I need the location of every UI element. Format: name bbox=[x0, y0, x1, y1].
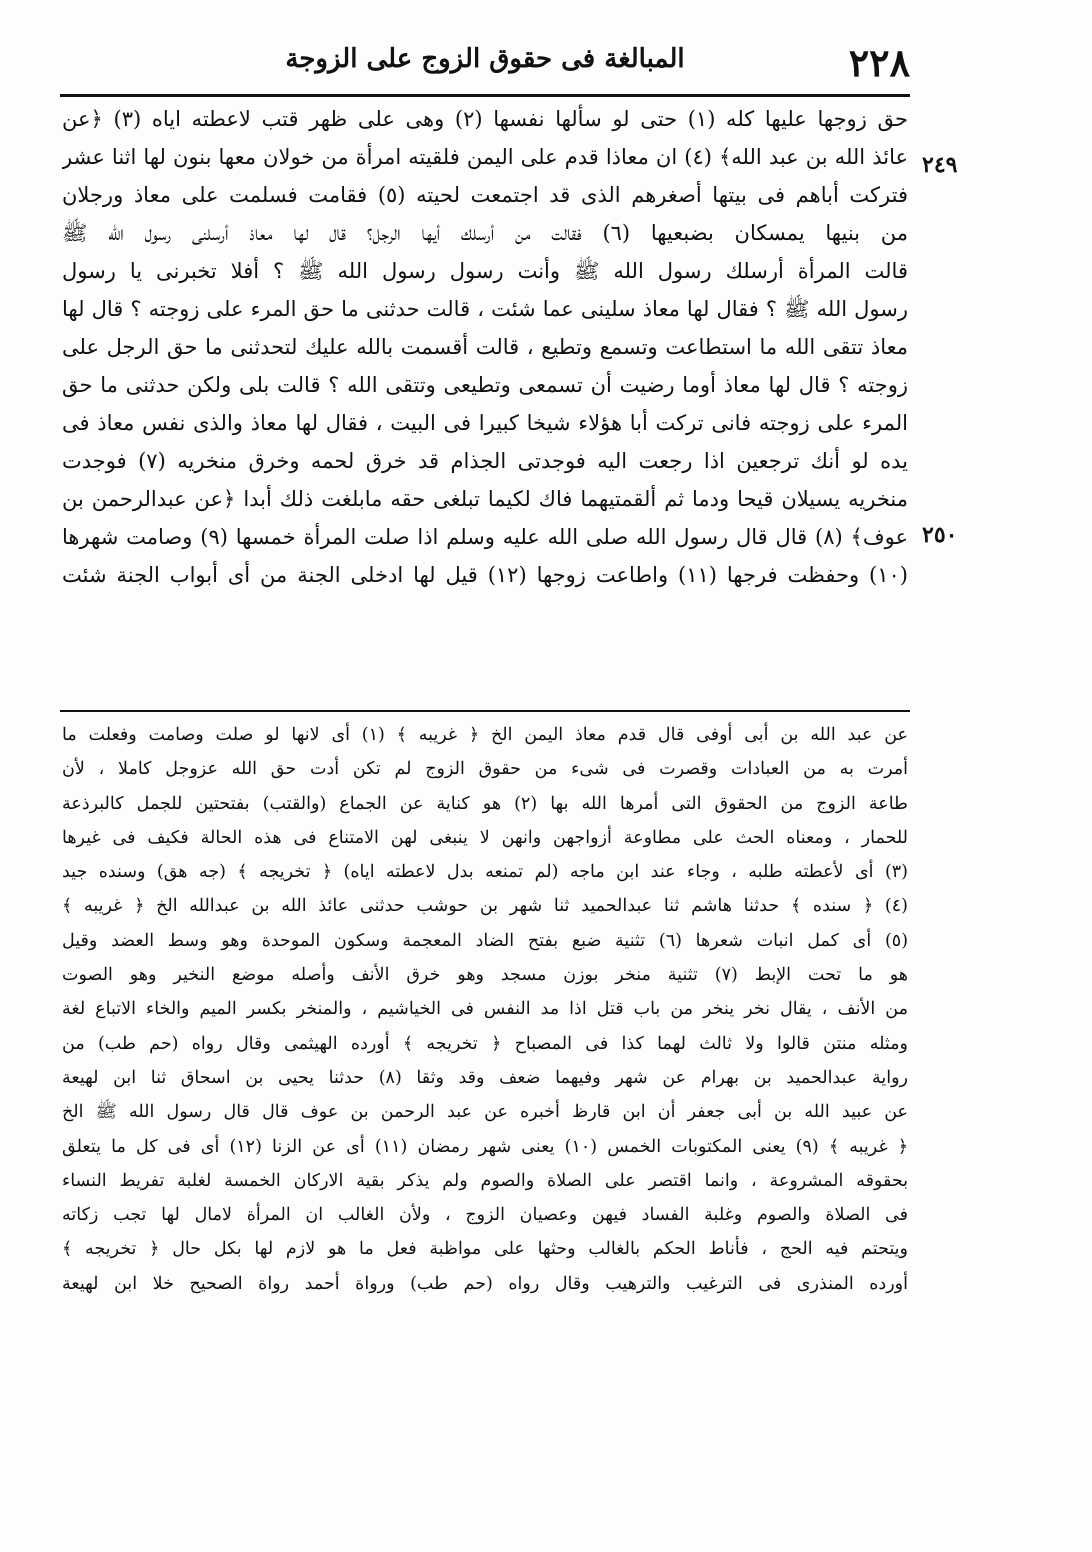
main-text bbox=[62, 100, 908, 594]
footnote-line: (٣) أى لأعطته طلبه ، وجاء عند ابن ماجه (لم تمنعه بدل لاعطته اياه) ﴿ تخريجه ﴾ (جه هق) وسنده جيد bbox=[62, 862, 908, 883]
running-title: المبالغة فى حقوق الزوج على الزوجة bbox=[285, 44, 685, 74]
footnote-line: ومثله منتن قالوا ولا ثالث لهما كذا فى المصباح ﴿ تخريجه ﴾ أورده الهيثمى وقال رواه (حم طب) من bbox=[62, 1033, 908, 1054]
main-text-line: منخريه يسيلان قيحا ودما ثم ألقمتيهما فاك لكيما تبلغى حقه مابلغت ذلك أبدا ﴿عن عبدالرحمن بن bbox=[62, 487, 908, 511]
footnote-line: طاعة الزوج من الحقوق التى أمرها الله بها (٢) هو كناية عن الجماع (والقتب) بفتحتين للجمل كالبرذعة bbox=[62, 793, 908, 814]
hadith-number-249: ٢٤٩ bbox=[922, 152, 958, 178]
main-text-line: يده لو أنك ترجعين اذا رجعت اليه فوجدتى الجذام قد خرق لحمه وخرق منخريه (٧) فوجدت bbox=[62, 449, 908, 473]
footnote-line: (٥) أى كمل انبات شعرها (٦) تثنية ضبع بفتح الضاد المعجمة وسكون الموحدة وهو وسط العضد وقيل bbox=[62, 930, 908, 951]
page-number: ٢٢٨ bbox=[848, 40, 910, 85]
footnote-line: ﴿ غريبه ﴾ (٩) يعنى المكتوبات الخمس (١٠) يعنى شهر رمضان (١١) أى عن الزنا (١٢) أى فى كل ما يتعلق bbox=[62, 1136, 908, 1157]
footnote-line: أمرت به من العبادات وقصرت فى شىء من حقوق الزوج لم تكن أدت حق الله عزوجل كاملا ، لأن bbox=[62, 759, 908, 780]
hadith-number-250: ٢٥٠ bbox=[922, 522, 958, 548]
footnotes bbox=[62, 718, 908, 1301]
main-text-line: حق زوجها عليها كله (١) حتى لو سألها نفسها (٢) وهى على ظهر قتب لاعطته اياه (٣) ﴿عن bbox=[62, 107, 908, 131]
main-text-line: قالت المرأة أرسلك رسول الله ﷺ وأنت رسول رسول الله ﷺ ؟ أفلا تخبرنى يا رسول bbox=[62, 259, 908, 283]
footnote-line: للحمار ، ومعناه الحث على مطاوعة أزواجهن وانهن لا ينبغى لهن الامتناع فى هذه الحالة فكيف فى غيرها bbox=[62, 827, 908, 848]
main-text-line: المرء على زوجته فانى تركت أبا هؤلاء شيخا كبيرا فى البيت ، فقال لها معاذ والذى نفس معاذ فى bbox=[62, 411, 908, 435]
main-text-line: زوجته ؟ قال لها معاذ أوما رضيت أن تسمعى وتطيعى وتتقى الله ؟ قالت بلى ولكن حدثنى ما حق bbox=[62, 373, 908, 397]
header-rule bbox=[60, 94, 910, 97]
footnote-line: (٤) ﴿ سنده ﴾ حدثنا هاشم ثنا عبدالحميد ثنا شهر بن حوشب حدثنى عائذ الله بن عبدالله الخ ﴿ غريبه ﴾ bbox=[62, 896, 908, 917]
footnote-line: ويتحتم فيه الحج ، فأناط الحكم بالغالب وحثها على مواظبة فعل ما هو لازم لها بكل حال ﴿ تخريجه ﴾ bbox=[62, 1239, 908, 1260]
footnote-line: من الأنف ، يقال نخر ينخر من باب قتل اذا مد النفس فى الخياشيم ، والمنخر بكسر الميم والخاء الاتباع لغة bbox=[62, 999, 908, 1020]
main-text-line: (١٠) وحفظت فرجها (١١) واطاعت زوجها (١٢) قيل لها ادخلى الجنة من أى أبواب الجنة شئت bbox=[62, 563, 908, 587]
page-header bbox=[60, 36, 910, 94]
main-text-line: عوف﴾ (٨) قال قال رسول الله صلى الله عليه وسلم اذا صلت المرأة خمسها (٩) وصامت شهرها bbox=[62, 525, 908, 549]
footnote-line: عن عبد الله بن أبى أوفى قال قدم معاذ اليمن الخ ﴿ غريبه ﴾ (١) أى لانها لو صلت وصامت وفعلت ما bbox=[62, 725, 908, 745]
footnote-line: فى الصلاة والصوم وغلبة الفساد فيهن وعصيان الزوج ، ولأن الغالب ان المرأة لامال لها تجب زكاته bbox=[62, 1205, 908, 1226]
main-text-line: معاذ تتقى الله ما استطاعت وتسمع وتطيع ، قالت أقسمت بالله عليك لتحدثنى ما حق الرجل على bbox=[62, 335, 908, 359]
footnote-line: أورده المنذرى فى الترغيب والترهيب وقال رواه (حم طب) ورواة أحمد رواة الصحيح خلا ابن لهيعة bbox=[62, 1273, 908, 1294]
footnote-rule bbox=[60, 710, 910, 712]
footnote-line: هو ما تحت الإبط (٧) تثنية منخر بوزن مسجد وهو خرق الأنف وأصله موضع النخير وهو الصوت bbox=[62, 965, 908, 986]
main-text-line: فتركت أباهم فى بيتها أصغرهم الذى قد اجتمعت لحيته (٥) فقامت فسلمت على معاذ ورجلان bbox=[62, 183, 908, 207]
footnote-line: رواية عبدالحميد بن بهرام عن شهر وفيهما ضعف وقد وثقا (٨) حدثنا يحيى بن اسحاق ثنا ابن لهيعة bbox=[62, 1067, 908, 1088]
main-text-line: من بنيها يمسكان بضبعيها (٦) فقالت من أرسلك أيها الرجل؟ قال لها معاذ أرسلنى رسول الله ﷺ bbox=[62, 221, 908, 245]
main-text-line: رسول الله ﷺ ؟ فقال لها معاذ سلينى عما شئت ، قالت حدثنى ما حق المرء على زوجته ؟ قال لها bbox=[62, 297, 908, 321]
footnote-line: بحقوقه المشروعة ، وانما اقتصر على الصلاة والصوم ولم يذكر بقية الاركان الخمسة لغلبة تفريط النساء bbox=[62, 1170, 908, 1191]
main-text-line: عائذ الله بن عبد الله﴾ (٤) ان معاذا قدم على اليمن فلقيته امرأة من خولان معها بنون لها اثنا عشر bbox=[62, 145, 908, 169]
footnote-line: عن عبيد الله بن أبى جعفر أن ابن قارظ أخبره عن عبد الرحمن بن عوف قال قال رسول الله ﷺ الخ bbox=[62, 1102, 908, 1123]
